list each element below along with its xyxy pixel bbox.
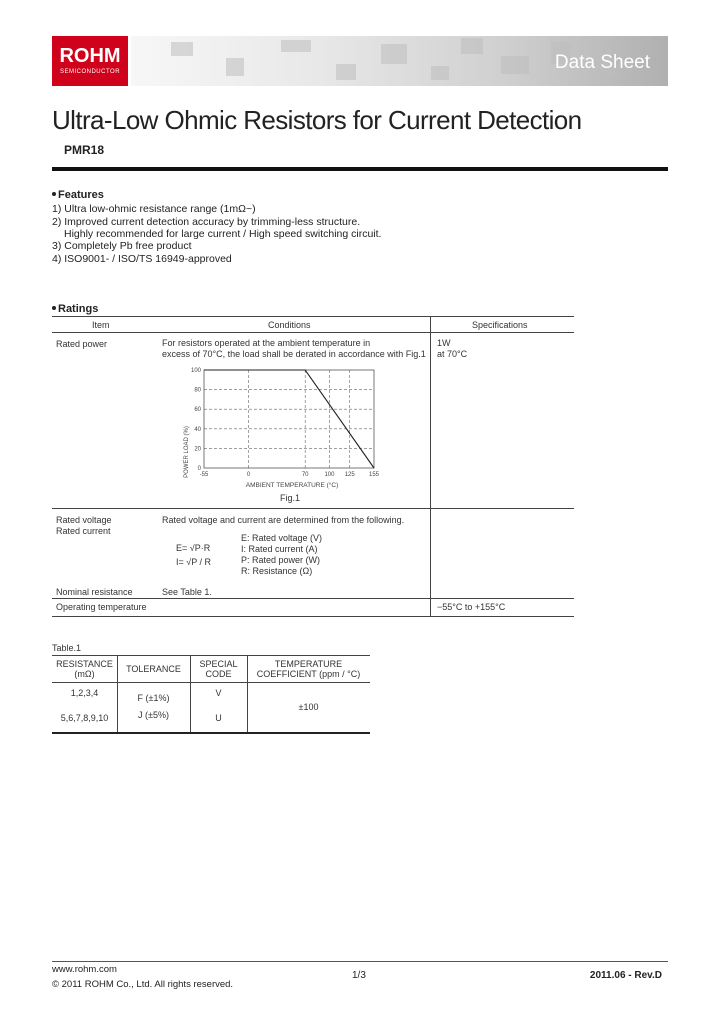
chart-series (204, 370, 374, 468)
rated-power-spec: 1W (437, 338, 451, 348)
table1-tolerance-cell: J (±5%) (138, 710, 169, 720)
footer-copyright: © 2011 ROHM Co., Ltd. All rights reserved. (52, 979, 234, 990)
table1-code-cell: V (215, 688, 222, 698)
rated-power-condition: excess of 70°C, the load shall be derated in accordance with Fig.1 (162, 349, 426, 359)
ratings-heading: Ratings (52, 303, 98, 316)
chart-y-tick-label: 20 (194, 446, 201, 453)
logo-wordmark: ROHM (59, 45, 121, 67)
chart-x-tick-label: -55 (199, 472, 209, 478)
feature-item: 3) Completely Pb free product (52, 240, 192, 252)
chart-y-axis-label: POWER LOAD (%) (184, 426, 190, 478)
operating-temperature-item: Operating temperature (56, 602, 147, 612)
bullet-icon (52, 192, 56, 196)
part-number: PMR18 (64, 143, 105, 157)
formula-legend: I: Rated current (A) (241, 544, 318, 554)
features-heading: Features (52, 189, 104, 202)
chart-x-tick-label: 0 (246, 472, 251, 478)
table1-tolerance-cell: F (±1%) (137, 693, 170, 703)
nominal-resistance-item: Nominal resistance (56, 587, 133, 597)
rated-power-item: Rated power (56, 339, 108, 349)
rated-voltage-item: Rated voltage (56, 515, 112, 525)
chart-y-tick-label: 60 (194, 407, 201, 414)
chart-x-tick-label: 155 (368, 472, 380, 478)
table1-header-special-code: SPECIAL CODE (199, 659, 238, 679)
feature-item: 4) ISO9001- / ISO/TS 16949-approved (52, 253, 232, 265)
chart-grid (204, 370, 374, 468)
table1-temp-coefficient-cell: ±100 (298, 702, 319, 712)
rated-current-item: Rated current (56, 526, 111, 536)
table1-header-tolerance: TOLERANCE (126, 664, 181, 674)
feature-item: 1) Ultra low-ohmic resistance range (1mΩ~) (52, 203, 256, 215)
chart-x-tick-label: 125 (344, 472, 355, 478)
feature-item: 2) Improved current detection accuracy by trimming-less structure. (52, 216, 361, 228)
operating-temperature-spec: −55°C to +155°C (437, 602, 506, 612)
formula-legend: R: Resistance (Ω) (241, 566, 313, 576)
formula-legend: P: Rated power (W) (241, 555, 321, 565)
chart-x-axis-label: AMBIENT TEMPERATURE (°C) (245, 482, 339, 489)
footer-divider (52, 961, 668, 962)
revision: 2011.06 - Rev.D (589, 970, 662, 981)
chart-axes (204, 370, 374, 468)
chart-x-tick-label: 100 (324, 472, 335, 478)
table1-header-resistance: RESISTANCE (mΩ) (56, 659, 113, 679)
chart-x-tick-label: 70 (301, 472, 309, 478)
derating-curve (204, 370, 374, 468)
doc-type-label: Data Sheet (554, 52, 650, 73)
feature-item: Highly recommended for large current / High speed switching circuit. (64, 228, 382, 240)
formula-legend: E: Rated voltage (V) (241, 533, 323, 543)
derating-chart (170, 362, 390, 508)
chart-y-tick-label: 100 (190, 368, 201, 374)
formula-voltage: E= √P·R (176, 543, 211, 553)
page-title: Ultra-Low Ohmic Resistors for Current Detection (52, 105, 582, 135)
page-number: 1/3 (352, 970, 366, 981)
chart-frame (204, 370, 374, 468)
table1-caption: Table.1 (52, 643, 82, 653)
col-header-specifications: Specifications (472, 320, 528, 330)
chart-y-tick-label: 80 (194, 387, 201, 394)
logo-tagline: SEMICONDUCTOR (59, 69, 121, 75)
table1-resistance-cell: 5,6,7,8,9,10 (60, 713, 109, 723)
rohm-logo (52, 36, 128, 86)
rated-power-condition: For resistors operated at the ambient temperature in (162, 338, 371, 348)
formula-current: I= √P / R (176, 557, 212, 567)
rated-power-spec: at 70°C (437, 349, 468, 359)
chart-y-tick-label: 0 (197, 466, 201, 472)
chart-y-ticks (191, 368, 202, 472)
col-header-item: Item (92, 320, 110, 330)
bullet-icon (52, 306, 56, 310)
chart-title: Fig.1 (279, 493, 301, 503)
nominal-resistance-condition: See Table 1. (162, 587, 212, 597)
table1-resistance-cell: 1,2,3,4 (70, 688, 99, 698)
col-header-conditions: Conditions (268, 320, 311, 330)
chart-x-ticks (200, 472, 380, 478)
table1-header-temp-coefficient: TEMPERATURE COEFFICIENT (ppm / °C) (256, 659, 361, 679)
footer-url[interactable]: www.rohm.com (52, 964, 117, 975)
title-divider (52, 167, 668, 171)
table1-code-cell: U (215, 713, 222, 723)
rated-voltage-condition: Rated voltage and current are determined from the following. (162, 515, 405, 525)
chart-y-tick-label: 40 (194, 426, 201, 433)
